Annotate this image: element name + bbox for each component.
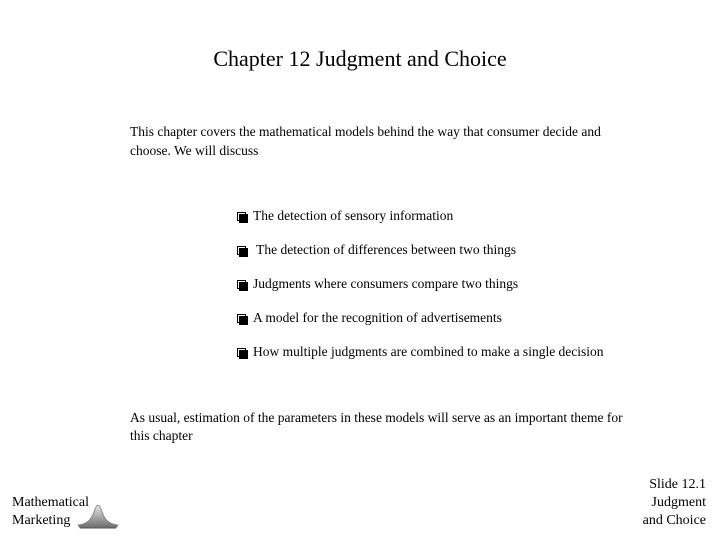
- checkbox-bullet-icon: [237, 348, 246, 357]
- slide-section-line1: Judgment: [651, 495, 706, 510]
- checkbox-bullet-icon: [237, 314, 246, 323]
- list-item-text: The detection of differences between two things: [253, 242, 517, 257]
- slide-section-line2: and Choice: [642, 513, 706, 528]
- list-item: [237, 308, 604, 342]
- closing-paragraph: As usual, estimation of the parameters in these models will serve as an important theme for this chapter: [130, 410, 623, 443]
- slide-number: Slide 12.1: [649, 477, 706, 492]
- list-item: [237, 240, 604, 274]
- list-item: [237, 206, 604, 240]
- list-item: [237, 274, 604, 308]
- list-item-text: The detection of sensory information: [253, 208, 454, 223]
- list-item-text: How multiple judgments are combined to make a single decision: [253, 344, 604, 359]
- list-item-text: Judgments where consumers compare two things: [253, 276, 519, 291]
- footer-brand-line1: Mathematical: [12, 495, 89, 510]
- normal-curve-logo-icon: [76, 503, 120, 529]
- topic-list: [237, 206, 604, 376]
- list-item-text: A model for the recognition of advertisements: [253, 310, 502, 325]
- slide-info: [643, 476, 706, 530]
- slide-title: Chapter 12 Judgment and Choice: [213, 46, 507, 71]
- list-item: [237, 342, 604, 376]
- checkbox-bullet-icon: [237, 280, 246, 289]
- intro-paragraph: This chapter covers the mathematical models behind the way that consumer decide and choose. We will discuss: [130, 124, 601, 158]
- footer-brand-line2: Marketing: [12, 513, 71, 528]
- checkbox-bullet-icon: [237, 212, 246, 221]
- checkbox-bullet-icon: [237, 246, 246, 255]
